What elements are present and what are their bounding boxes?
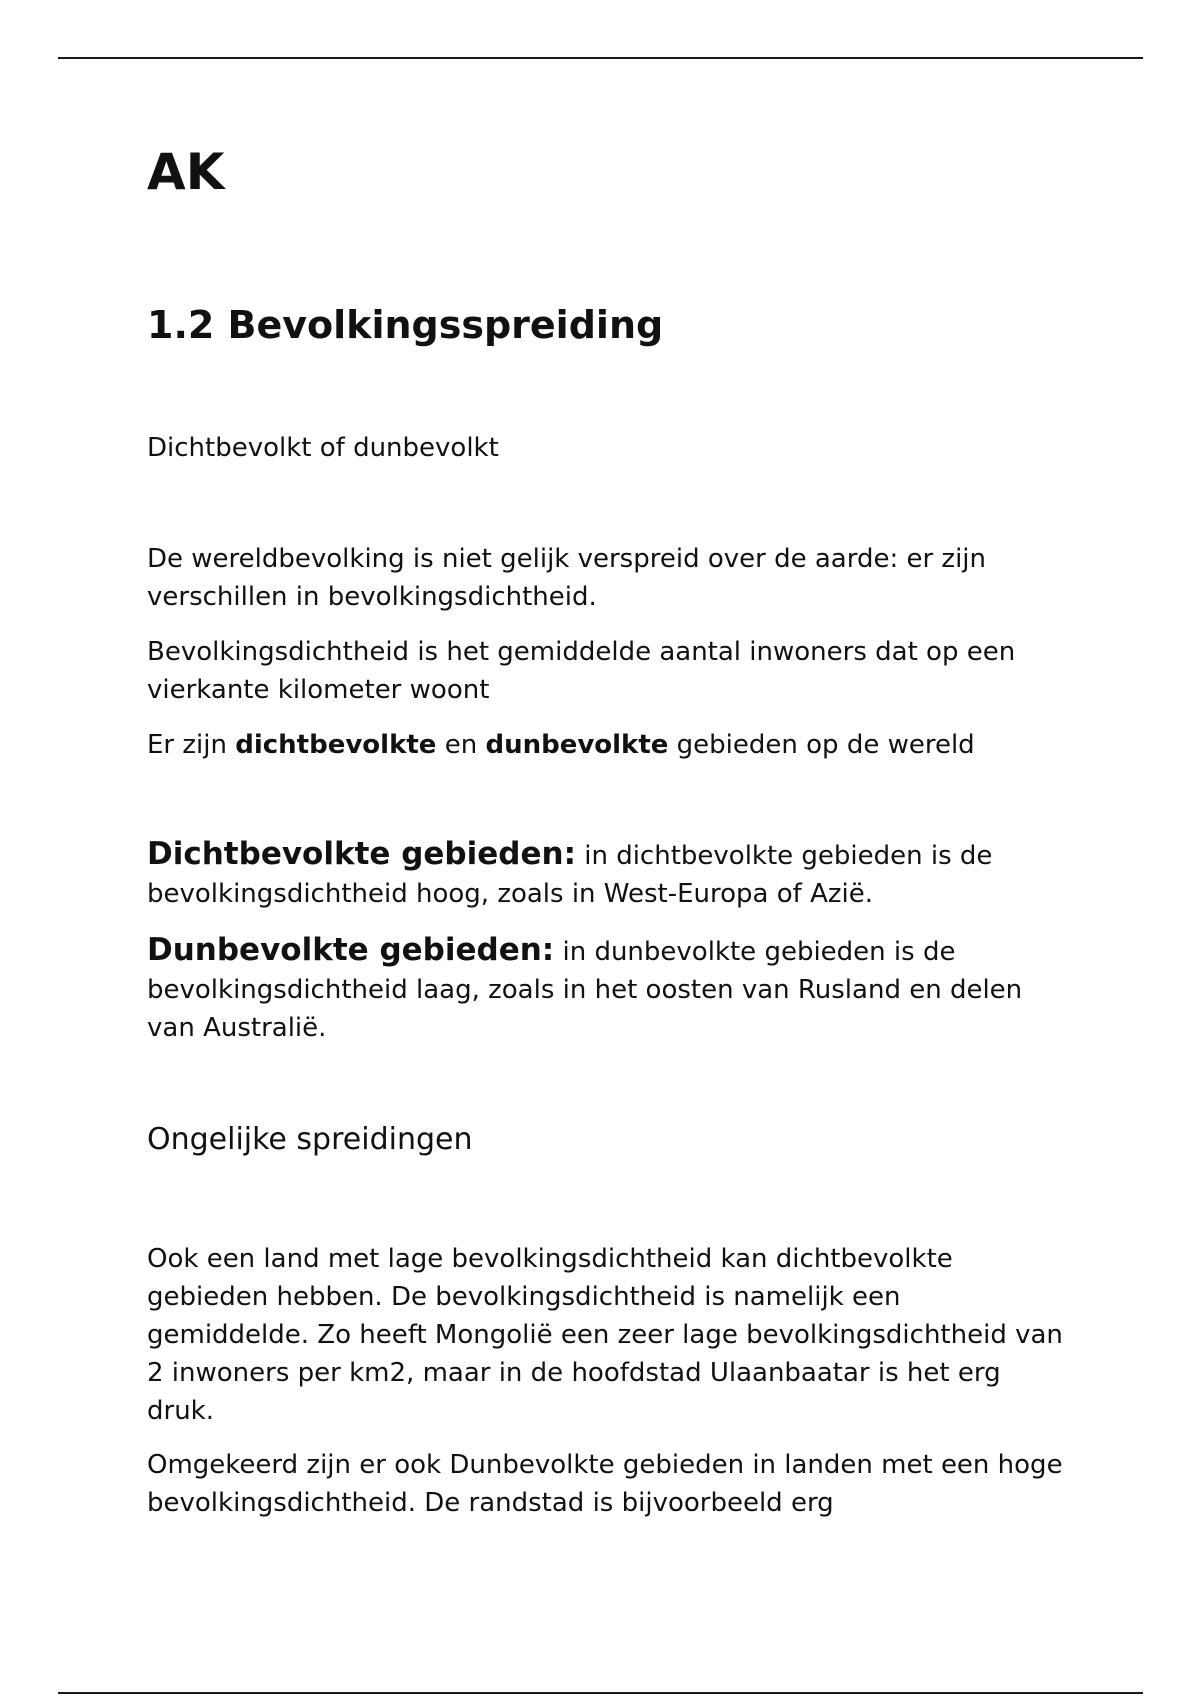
paragraph-text: Er zijn bbox=[147, 730, 236, 760]
section-title: 1.2 Bevolkingsspreiding bbox=[147, 303, 664, 347]
bold-term-dunbevolkte: dunbevolkte bbox=[485, 730, 669, 760]
definition-dichtbevolkte-gebieden bbox=[147, 835, 1067, 913]
document-title: AK bbox=[147, 143, 225, 201]
paragraph-text: gebieden op de wereld bbox=[668, 730, 975, 760]
paragraph-randstad: Omgekeerd zijn er ook Dunbevolkte gebieden in landen met een hoge bevolkingsdichtheid. De randstad is bijvoorbeeld erg bbox=[147, 1450, 1063, 1518]
paragraph-text: en bbox=[436, 730, 486, 760]
definition-text: in dichtbevolkte gebieden is de bevolkingsdichtheid hoog, zoals in West-Europa of Azië. bbox=[147, 841, 993, 909]
definition-term: Dunbevolkte gebieden: bbox=[147, 932, 555, 968]
definition-dunbevolkte-gebieden bbox=[147, 931, 1067, 1047]
subheading-ongelijke-spreidingen: Ongelijke spreidingen bbox=[147, 1122, 473, 1157]
paragraph-bevolkingsdichtheid-definition: Bevolkingsdichtheid is het gemiddelde aantal inwoners dat op een vierkante kilometer woont bbox=[147, 637, 1016, 705]
bold-term-dichtbevolkte: dichtbevolkte bbox=[235, 730, 437, 760]
subheading-dichtbevolkt-of-dunbevolkt: Dichtbevolkt of dunbevolkt bbox=[147, 433, 499, 463]
definition-text: in dunbevolkte gebieden is de bevolkingsdichtheid laag, zoals in het oosten van Rusland en delen van Australië. bbox=[147, 937, 1023, 1043]
bottom-divider bbox=[58, 1692, 1143, 1694]
paragraph-dicht-en-dunbevolkte bbox=[147, 726, 1067, 764]
paragraph-mongolie: Ook een land met lage bevolkingsdichtheid kan dichtbevolkte gebieden hebben. De bevolkingsdichtheid is namelijk een gemiddelde. Zo heeft Mongolië een zeer lage bevolkingsdichtheid van 2 inwoners per km2, maar in de hoofdstad Ulaanbaatar is het erg druk. bbox=[147, 1244, 1063, 1426]
definition-term: Dichtbevolkte gebieden: bbox=[147, 836, 576, 872]
paragraph-wereldbevolking: De wereldbevolking is niet gelijk verspreid over de aarde: er zijn verschillen in bevolkingsdichtheid. bbox=[147, 544, 986, 612]
top-divider bbox=[58, 57, 1143, 59]
